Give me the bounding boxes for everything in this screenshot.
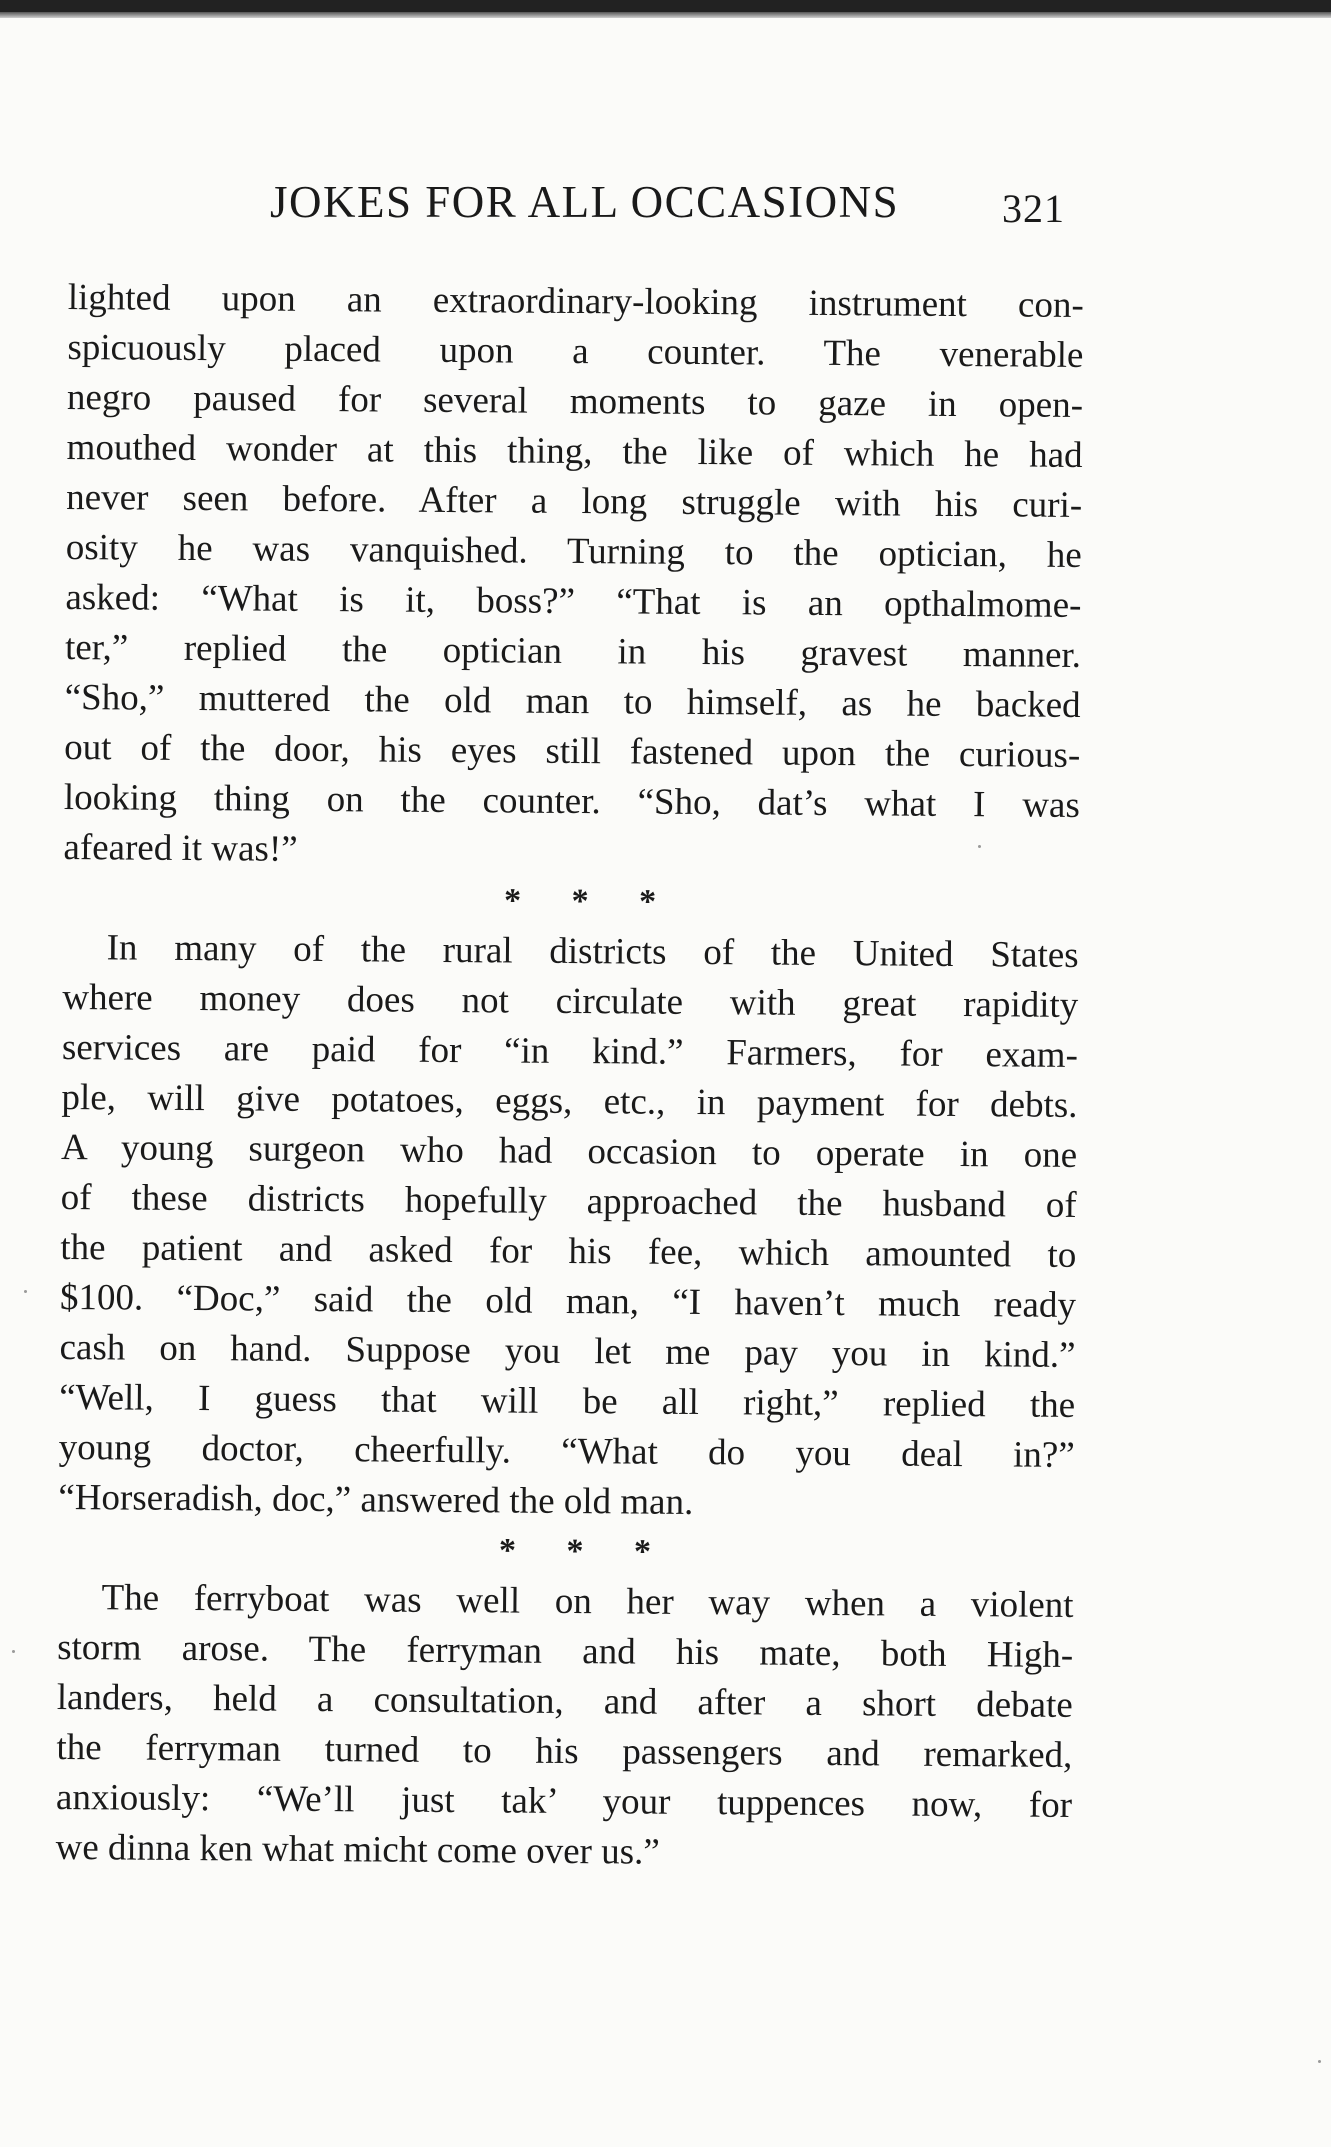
text-line: where money does not circulate with great rapidity [62, 976, 1079, 1026]
text-line: A young surgeon who had occasion to operate in one [60, 1126, 1078, 1176]
paper-speck [1318, 2060, 1321, 2063]
text-line: “Horseradish, doc,” answered the old man. [58, 1476, 694, 1523]
text-line: looking thing on the counter. “Sho, dat’s what I was [63, 776, 1081, 826]
text-line: “Well, I guess that will be all right,” replied the [59, 1376, 1076, 1426]
text-line: landers, held a consultation, and after a short debate [56, 1676, 1073, 1726]
text-line: the patient and asked for his fee, which amounted to [60, 1226, 1077, 1276]
page-number: 321 [1002, 186, 1065, 231]
text-line: negro paused for several moments to gaze in open- [66, 376, 1084, 426]
paper-speck [978, 845, 981, 848]
text-line: out of the door, his eyes still fastened upon the curious- [64, 726, 1081, 776]
paragraph-ferryboat-joke [55, 1573, 1073, 1881]
text-line: ter,” replied the optician in his gravest manner. [64, 626, 1082, 676]
text-line: ple, will give potatoes, eggs, etc., in payment for debts. [61, 1076, 1078, 1126]
text-line: The ferryboat was well on her way when a violent [101, 1577, 1074, 1626]
text-line: anxiously: “We’ll just tak’ your tuppences now, for [55, 1776, 1073, 1826]
text-line: osity he was vanquished. Turning to the optician, he [65, 526, 1082, 576]
section-separator: * * * [498, 1532, 652, 1571]
paper-speck [24, 1290, 27, 1293]
text-line: asked: “What is it, boss?” “That is an opthalmome- [65, 576, 1082, 626]
text-line: of these districts hopefully approached the husband of [60, 1176, 1077, 1226]
text-line: never seen before. After a long struggle with his curi- [66, 476, 1083, 526]
top-edge-rule [0, 0, 1331, 12]
text-line: storm arose. The ferryman and his mate, both High- [57, 1626, 1074, 1676]
text-line: $100. “Doc,” said the old man, “I haven’t much ready [59, 1276, 1077, 1326]
text-line: mouthed wonder at this thing, the like of which he had [66, 426, 1083, 476]
running-title: JOKES FOR ALL OCCASIONS [270, 177, 900, 227]
text-line: afeared it was!” [63, 826, 298, 870]
text-line: young doctor, cheerfully. “What do you deal in?” [58, 1426, 1075, 1476]
text-line: In many of the rural districts of the United States [106, 927, 1079, 976]
text-line: cash on hand. Suppose you let me pay you in kind.” [59, 1326, 1076, 1376]
top-edge-shadow [0, 12, 1331, 18]
text-line: the ferryman turned to his passengers and remarked, [56, 1726, 1073, 1776]
paragraph-optician-joke [63, 273, 1084, 881]
paper-speck [12, 1650, 15, 1653]
text-line: services are paid for “in kind.” Farmers, for exam- [61, 1026, 1079, 1076]
text-line: spicuously placed upon a counter. The venerable [67, 326, 1084, 376]
paragraph-horseradish-joke [58, 923, 1079, 1531]
text-line: “Sho,” muttered the old man to himself, as he backed [64, 676, 1081, 726]
text-line: lighted upon an extraordinary-looking instrument con- [67, 276, 1084, 326]
body-text [55, 273, 1084, 1881]
section-separator: * * * [503, 882, 657, 921]
text-line: we dinna ken what micht come over us.” [55, 1826, 660, 1873]
